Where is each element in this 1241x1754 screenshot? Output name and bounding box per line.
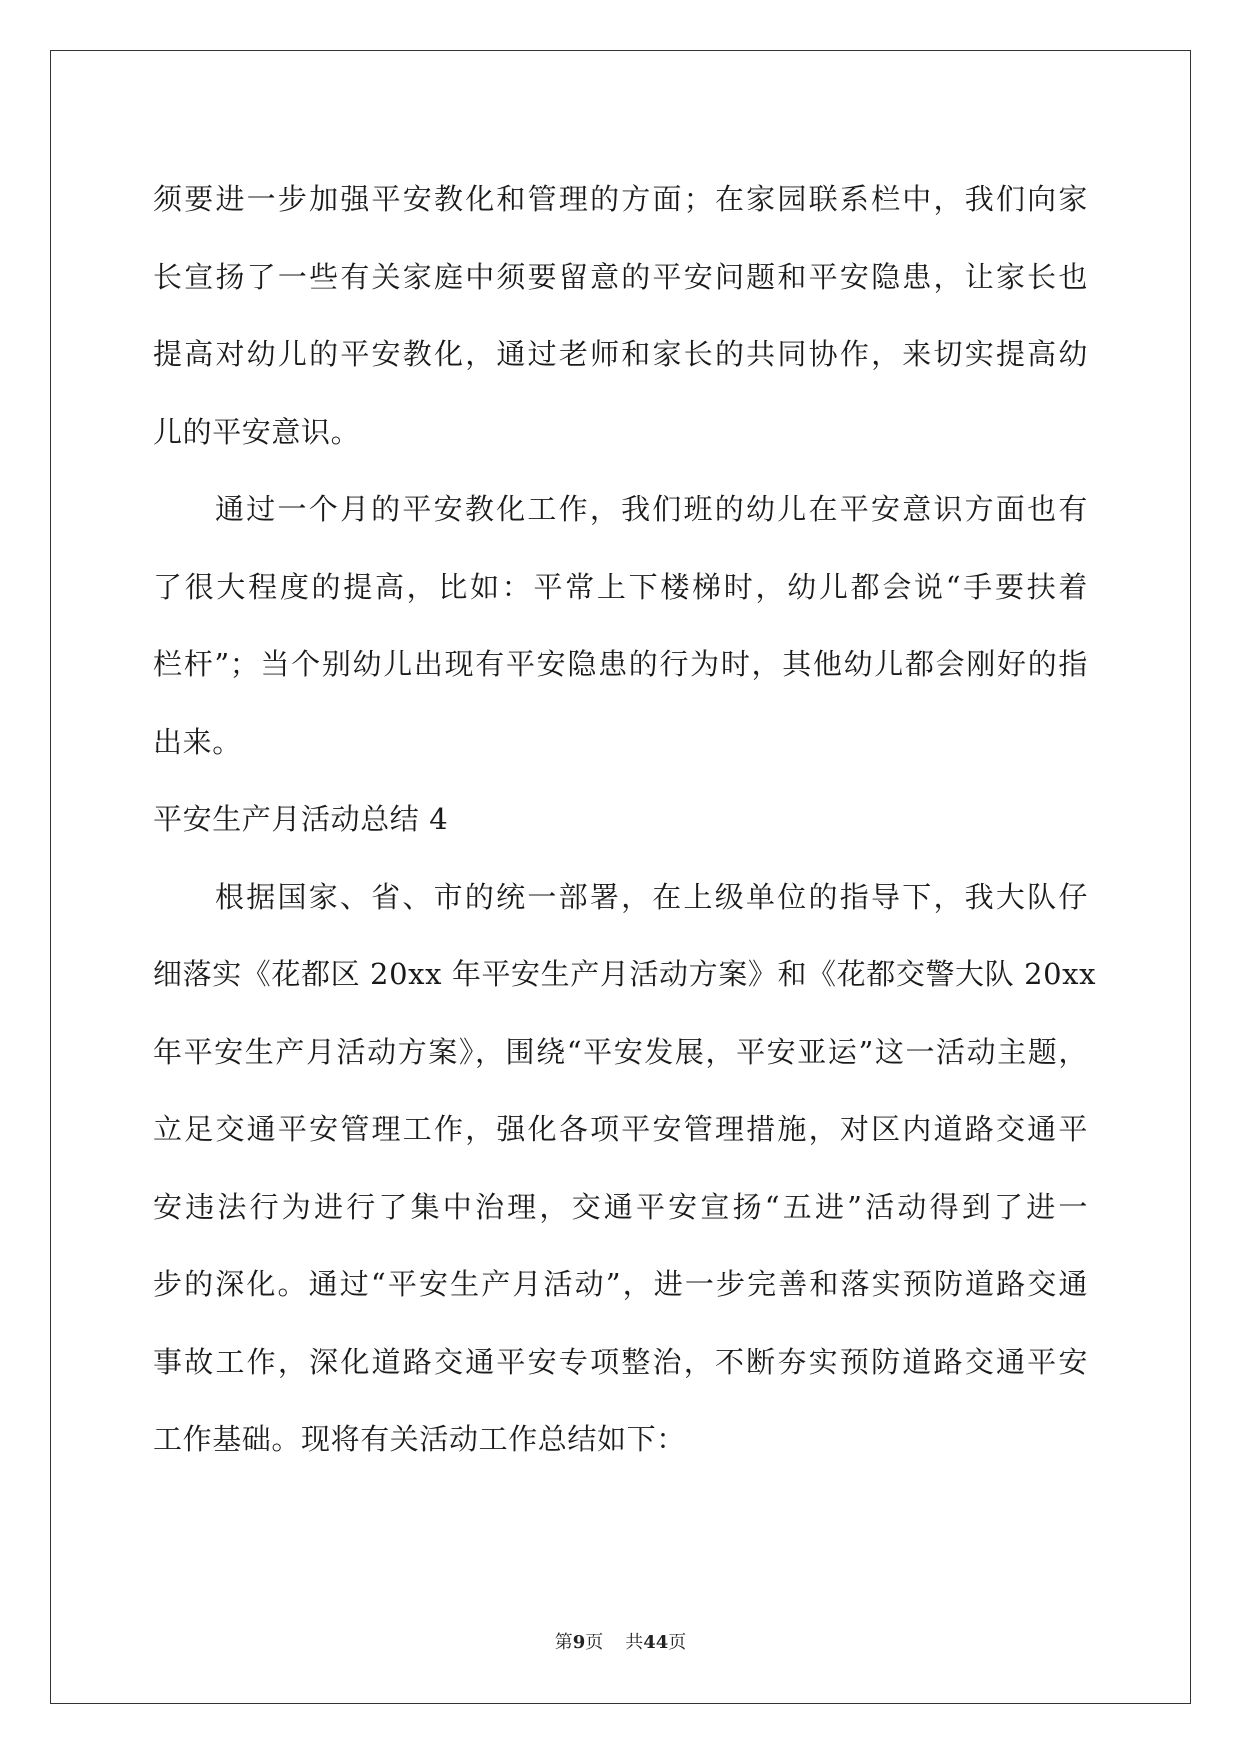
- text-line: 细落实《花都区 20xx 年平安生产月活动方案》和《花都交警大队 20xx: [153, 957, 1097, 991]
- text-line: 立足交通平安管理工作，强化各项平安管理措施，对区内道路交通平: [153, 1112, 1088, 1146]
- document-body: [153, 161, 1097, 1479]
- footer-prefix: 第: [554, 1632, 573, 1653]
- text-line: 提高对幼儿的平安教化，通过老师和家长的共同协作，来切实提高幼: [153, 337, 1088, 371]
- text-line: 出来。: [153, 724, 242, 759]
- text-line: 工作基础。现将有关活动工作总结如下：: [153, 1422, 686, 1456]
- current-page-number: 9: [572, 1632, 586, 1653]
- paragraph-2: [153, 471, 1088, 781]
- text-line: 通过一个月的平安教化工作，我们班的幼儿在平安意识方面也有: [215, 492, 1088, 526]
- footer-total-prefix: 共: [625, 1632, 644, 1653]
- text-line: 安违法行为进行了集中治理，交通平安宣扬“五进”活动得到了进一: [153, 1189, 1088, 1224]
- footer-total-suffix: 页: [668, 1632, 687, 1653]
- paragraph-3: [153, 859, 1097, 1479]
- text-line: 步的深化。通过“平安生产月活动”，进一步完善和落实预防道路交通: [153, 1267, 1088, 1301]
- text-line: 了很大程度的提高，比如：平常上下楼梯时，幼儿都会说“手要扶着: [153, 569, 1088, 604]
- footer-page-suffix: 页: [585, 1632, 604, 1653]
- page-footer: [0, 1628, 1241, 1654]
- section-heading: 平安生产月活动总结 4: [153, 802, 449, 836]
- total-page-count: 44: [643, 1632, 669, 1653]
- text-line: 须要进一步加强平安教化和管理的方面；在家园联系栏中，我们向家: [153, 182, 1088, 216]
- text-line: 年平安生产月活动方案》，围绕“平安发展，平安亚运”这一活动主题，: [153, 1034, 1088, 1069]
- text-line: 根据国家、省、市的统一部署，在上级单位的指导下，我大队仔: [215, 879, 1088, 914]
- paragraph-1: [153, 161, 1088, 471]
- text-line: 事故工作，深化道路交通平安专项整治，不断夯实预防道路交通平安: [153, 1344, 1088, 1379]
- text-line: 儿的平安意识。: [153, 414, 361, 449]
- text-line: 长宣扬了一些有关家庭中须要留意的平安问题和平安隐患，让家长也: [153, 259, 1088, 294]
- text-line: 栏杆”；当个别幼儿出现有平安隐患的行为时，其他幼儿都会刚好的指: [153, 647, 1088, 681]
